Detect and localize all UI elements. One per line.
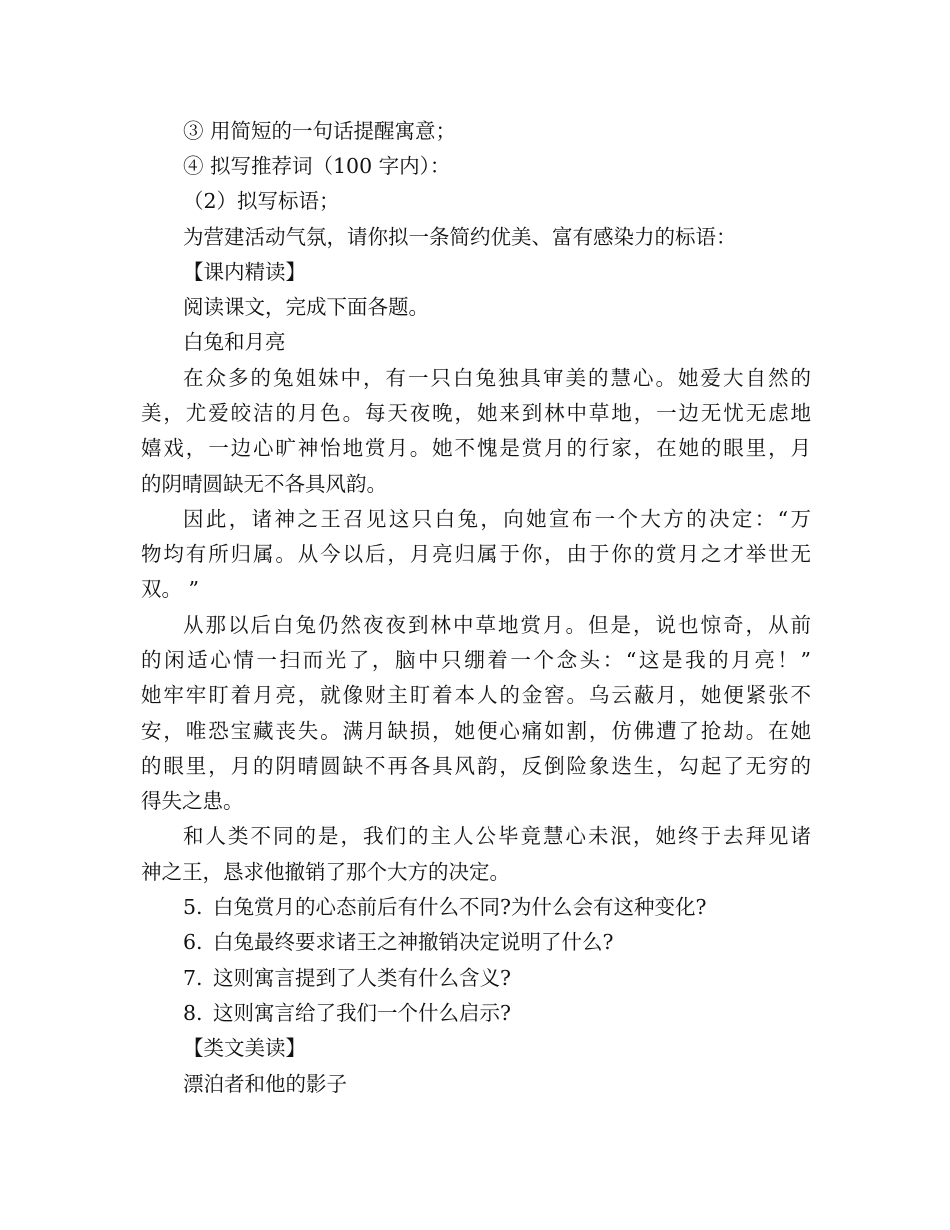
question-6 xyxy=(183,927,614,957)
question-number: 5. xyxy=(183,895,203,919)
paragraph-1-line-2: 美，尤爱皎洁的月色。每天夜晚，她来到林中草地，一边无忧无虑地 xyxy=(141,401,811,425)
paragraph-3-line-5: 的眼里，月的阴晴圆缺不再各具风韵，反倒险象迭生，勾起了无穷的 xyxy=(141,754,811,778)
passage-title: 白兔和月亮 xyxy=(183,330,286,354)
paragraph-2-line-3: 双。 ” xyxy=(141,577,199,601)
paragraph-3-line-1: 从那以后白兔仍然夜夜到林中草地赏月。但是，说也惊奇，从前 xyxy=(183,613,811,637)
instruction-4: ④ 拟写推荐词（100 字内）： xyxy=(183,154,451,178)
paragraph-4-line-2: 神之王，恳求他撤销了那个大方的决定。 xyxy=(141,860,510,884)
task-2-prompt: 为营建活动气氛，请你拟一条简约优美、富有感染力的标语： xyxy=(183,225,737,249)
question-text: 白兔最终要求诸王之神撤销决定说明了什么? xyxy=(213,930,614,954)
reading-instruction: 阅读课文，完成下面各题。 xyxy=(183,295,429,319)
question-text: 这则寓言提到了人类有什么含义? xyxy=(213,966,511,990)
paragraph-3-line-2: 的闲适心情一扫而光了，脑中只绷着一个念头：“这是我的月亮！” xyxy=(141,648,811,672)
question-text: 白兔赏月的心态前后有什么不同?为什么会有这种变化? xyxy=(213,895,707,919)
paragraph-1-line-3: 嬉戏，一边心旷神怡地赏月。她不愧是赏月的行家，在她的眼里，月 xyxy=(141,436,811,460)
question-5 xyxy=(183,892,706,922)
paragraph-2-line-1: 因此，诸神之王召见这只白兔，向她宣布一个大方的决定：“万 xyxy=(183,507,811,531)
question-number: 8. xyxy=(183,1001,203,1025)
paragraph-1-line-1: 在众多的兔姐妹中，有一只白兔独具审美的慧心。她爱大自然的 xyxy=(183,366,811,390)
paragraph-1-line-4: 的阴晴圆缺无不各具风韵。 xyxy=(141,472,387,496)
question-7 xyxy=(183,963,511,993)
section-heading-extended-reading: 【类文美读】 xyxy=(183,1036,306,1060)
question-8 xyxy=(183,998,511,1028)
paragraph-3-line-6: 得失之患。 xyxy=(141,789,244,813)
instruction-3: ③ 用简短的一句话提醒寓意； xyxy=(183,119,457,143)
question-text: 这则寓言给了我们一个什么启示? xyxy=(213,1001,511,1025)
paragraph-3-line-3: 她牢牢盯着月亮，就像财主盯着本人的金窖。乌云蔽月，她便紧张不 xyxy=(141,683,811,707)
task-2-heading: （2）拟写标语； xyxy=(183,189,340,213)
paragraph-4-line-1: 和人类不同的是，我们的主人公毕竟慧心未泯，她终于去拜见诸 xyxy=(183,824,811,848)
section-heading-intensive-reading: 【课内精读】 xyxy=(183,260,306,284)
question-number: 7. xyxy=(183,966,203,990)
paragraph-2-line-2: 物均有所归属。从今以后，月亮归属于你，由于你的赏月之才举世无 xyxy=(141,542,811,566)
extended-passage-title: 漂泊者和他的影子 xyxy=(183,1072,347,1096)
question-number: 6. xyxy=(183,930,203,954)
paragraph-3-line-4: 安，唯恐宝藏丧失。满月缺损，她便心痛如割，仿佛遭了抢劫。在她 xyxy=(141,719,811,743)
